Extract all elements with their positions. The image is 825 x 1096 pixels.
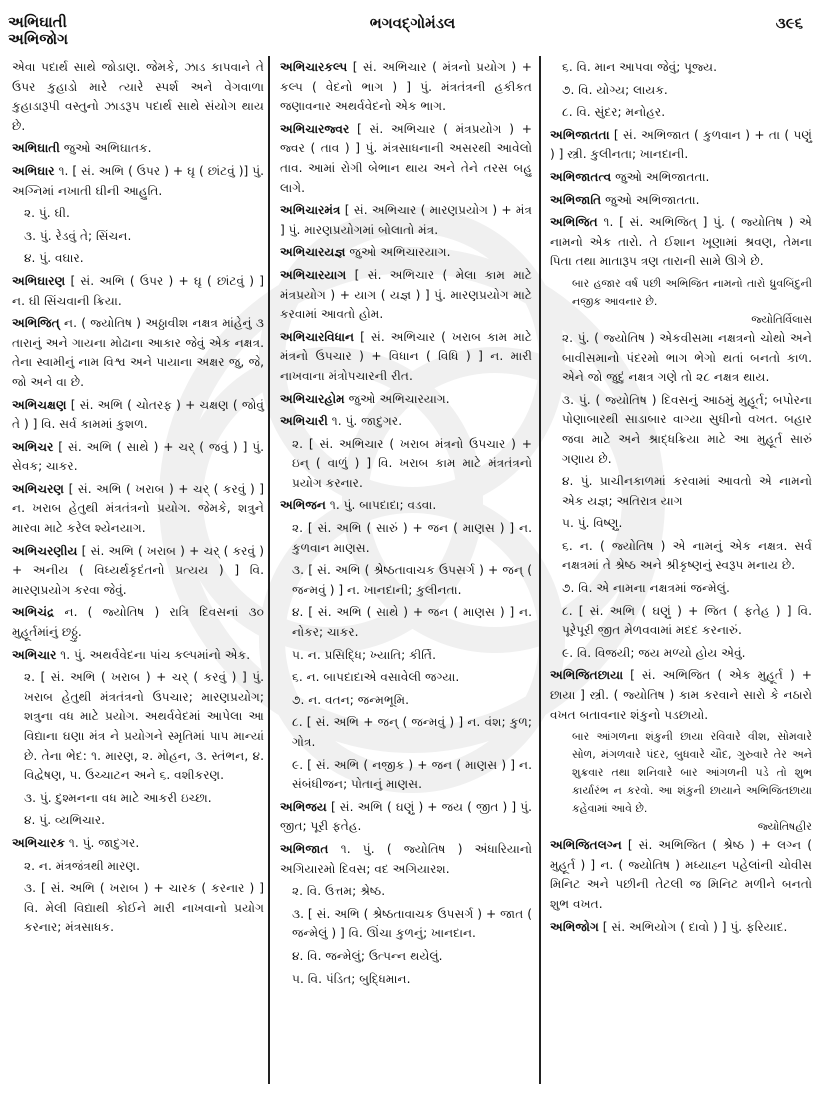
- dictionary-entry: [550, 191, 812, 211]
- dictionary-entry: [280, 328, 532, 387]
- headword: અભિજિતલગ્ન: [550, 838, 622, 853]
- definition: ૧. પું. બાપદાદા; વડવા.: [325, 498, 437, 513]
- sub-definition: ૩. [ સં. અભિ ( શ્રેષ્ઠતાવાચક ઉપસર્ગ ) + જાત ( જન્મેલું ) ] વિ. ઊંચા કુળનું; ખાનદાન.: [292, 906, 532, 941]
- headword: અભિજાત: [280, 841, 329, 856]
- sub-definition: ૨. [ સં. અભિ ( ખરાબ ) + ચર્ ( કરવું ) ] પું. ખરાબ હેતુથી મંત્રતંત્રનો ઉપચાર; મારણપ્રયોગ; શત્રુના વધ માટે પ્રયોગ. અથર્વવેદમાં આપેલા આ વિદ્યાના ઘણા મંત્ર ને પ્રયોગને સ્મૃતિમાં પાપ માન્યાં છે. તેના ભેદ: ૧. મારણ, ૨. મોહન, ૩. સ્તંભન, ૪. વિદ્વેષણ, ૫. ઉચ્ચાટન અને ૬. વશીકરણ.: [24, 670, 264, 783]
- sub-definition: ૨. [ સં. અભિચાર ( ખરાબ મંત્રનો ઉપચાર ) + ઇન્ ( વાળું ) ] વિ. ખરાબ કામ માટે મંત્રતંત્રનો પ્રયોગ કરનાર.: [292, 436, 532, 490]
- sub-definition: ૩. પું. દુશ્મનના વધ માટે આકરી ઇચ્છા.: [24, 790, 212, 805]
- dictionary-entry: [12, 438, 264, 477]
- dictionary-entry: [550, 666, 812, 725]
- dictionary-entry: [280, 120, 532, 198]
- definition: જુઓ અભિજાતતા.: [611, 169, 710, 184]
- sub-definition: ૩. [ સં. અભિ ( ખરાબ ) + ચારક ( કરનાર ) ] વિ. મેલી વિદ્યાથી કોઈને મારી નાખવાનો પ્રયોગ કરનાર; મંત્રસાધક.: [24, 881, 264, 935]
- sub-definition: ૩. [ સં. અભિ ( શ્રેષ્ઠતાવાચક ઉપસર્ગ ) + જન્ ( જન્મવું ) ] ન. ખાનદાની; કુલીનતા.: [292, 563, 532, 597]
- headword: અભિજય: [280, 799, 327, 814]
- dictionary-entry: [280, 798, 532, 837]
- continued-text: એવા પદાર્થ સાથે જોડાણ. જેમકે, ઝાડ કાપવાને તે ઉપર કુહાડો મારે ત્યારે સ્પર્શ અને વેગવાળા કુહાડારૂપી વસ્તુનો ઝાડરૂપ પદાર્થ સાથે સંયોગ થાય છે.: [12, 60, 264, 133]
- headword: અભિજન: [280, 498, 326, 513]
- headword: અભિજાતત્વ: [550, 169, 612, 184]
- definition: ૧. પું. ( જ્યોતિષ ) અંધારિયાનો અગિયારમો દિવસ; વદ અગિયારશ.: [280, 841, 532, 876]
- headword: અભિચારયજ્ઞ: [280, 245, 346, 260]
- headword: અભિચંદ્ર: [12, 605, 55, 620]
- column-divider: [539, 56, 541, 1084]
- definition: [ સં. અભિચાર ( મેલા કામ માટે મંત્રપ્રયોગ ) + યાગ ( યજ્ઞ ) ] પું. મારણપ્રયોગ માટે કરવામાં આવતો હોમ.: [280, 267, 532, 322]
- sub-definition: ૫. પું. વિષ્ણુ.: [562, 516, 623, 531]
- dictionary-entry: [12, 314, 264, 392]
- guide-word-first: અભિઘાતી: [8, 13, 67, 31]
- headword: અભિચરણીય: [12, 543, 78, 558]
- headword: અભિજાતિ: [550, 192, 602, 207]
- headword: અભિઘાતી: [12, 141, 60, 156]
- dictionary-entry: [12, 272, 264, 311]
- sub-definition: ૩. પું. ( જ્યોતિષ ) દિવસનું આઠમું મુહૂર્ત; બપોરના પોણાબારથી સાડાબાર વાગ્યા સુધીનો વખત. બહાર જવા માટે અને શ્રાદ્ધક્રિયા માટે આ મુહૂર્ત સારું ગણાય છે.: [562, 392, 812, 466]
- headword: અભિચારક: [12, 835, 66, 850]
- definition: [ સં. અભિચાર ( ખરાબ કામ માટે મંત્રનો ઉપચાર ) + વિધાન ( વિધિ ) ] ન. મારી નાખવાના મંત્રોપચારની રીત.: [280, 329, 532, 383]
- definition: [ સં. અભિચાર ( મંત્રનો પ્રયોગ ) + કલ્પ ( વેદનો ભાગ ) ] પું. મંત્રતંત્રની હકીકત જણાવનાર અથર્વવેદનો એક ભાગ.: [280, 60, 532, 114]
- headword: અભિચરણ: [12, 481, 65, 496]
- sub-definition: ૬. ન. બાપદાદાએ વસાવેલી જગ્યા.: [292, 670, 460, 685]
- column-3: [550, 58, 812, 940]
- column-1: [12, 58, 264, 941]
- sub-definition: ૭. વિ. એ નામના નક્ષત્રમાં જન્મેલું.: [562, 581, 730, 596]
- sub-definition: ૩. પું. રેડવું તે; સિંચન.: [24, 228, 132, 243]
- headword: અભિચક્ષણ: [12, 397, 67, 412]
- definition: [ સં. અભિયોગ ( દાવો ) ] પું. ફરિયાદ.: [598, 919, 788, 934]
- definition: જુઓ અભિચારયાગ.: [344, 391, 450, 406]
- sub-definition: ૭. વિ. યોગ્ય; લાયક.: [562, 82, 668, 97]
- sub-definition: ૮. વિ. સુંદર; મનોહર.: [562, 105, 666, 120]
- definition: [ સં. અભિ ( ખરાબ ) + ચર્ ( કરવું ) ] ન. ખરાબ હેતુથી મંત્રતંત્રનો પ્રયોગ. જેમકે, શત્રુને મારવા માટે કરેલ શ્યેનયાગ.: [12, 481, 264, 536]
- definition: જુઓ અભિચારયાગ.: [345, 245, 451, 260]
- dictionary-entry: [280, 58, 532, 117]
- dictionary-entry: [12, 162, 264, 201]
- dictionary-entry: [12, 396, 264, 435]
- headword: અભિચારવિધાન: [280, 329, 355, 344]
- headword: અભિચારયાગ: [280, 267, 347, 282]
- headword: અભિચાર: [12, 647, 57, 662]
- dictionary-entry: [280, 496, 532, 516]
- definition: [ સં. અભિજાત ( કુળવાન ) + તા ( પણું ) ] સ્ત્રી. કુલીનતા; ખાનદાની.: [550, 127, 812, 162]
- definition: જુઓ અભિજાતતા.: [601, 192, 700, 207]
- dictionary-entry: [280, 201, 532, 240]
- dictionary-entry: [280, 412, 532, 432]
- dictionary-entry: [12, 646, 264, 666]
- sub-definition: ૫. વિ. પંડિત; બુદ્ધિમાન.: [292, 971, 411, 986]
- sub-definition: ૪. [ સં. અભિ ( સાથે ) + જન ( માણસ ) ] ન. નોકર; ચાકર.: [292, 605, 532, 640]
- dictionary-entry: [12, 834, 264, 854]
- sub-definition: ૨. વિ. ઉત્તમ; શ્રેષ્ઠ.: [292, 884, 386, 899]
- sub-definition: ૬. વિ. માન આપવા જેવું; પૂજ્ય.: [562, 60, 717, 74]
- column-divider: [268, 56, 270, 1084]
- headword: અભિચારજ્વર: [280, 121, 350, 136]
- headword: અભિઘારણ: [12, 273, 66, 288]
- headword: અભિઘાર: [12, 163, 55, 178]
- dictionary-entry: [280, 266, 532, 325]
- sub-definition: ૨. ન. મંત્રજંત્રથી મારણ.: [24, 858, 140, 873]
- sub-definition: ૯. વિ. વિજયી; જય મળ્યો હોય એવું.: [562, 645, 746, 660]
- sub-definition: ૪. પું. વ્યભિચાર.: [24, 813, 106, 828]
- dictionary-entry: [12, 542, 264, 601]
- sub-definition: ૫. ન. પ્રસિદ્ધિ; ખ્યાતિ; કીર્તિ.: [292, 647, 436, 662]
- headword: અભિજોગ: [550, 919, 599, 934]
- definition: ન. ( જ્યોતિષ ) અઠ્ઠાવીશ નક્ષત્ર માંહેનું ૩ તારાનું અને ગાયના મોઢાના આકાર જેવું એક નક્ષત્ર. તેના સ્વામીનું નામ વિશ્વ અને પાયાના અક્ષર જુ, જે, જો અને વા છે.: [12, 316, 264, 389]
- sub-definition: ૯. [ સં. અભિ ( નજીક ) + જન ( માણસ ) ] ન. સંબંધીજન; પોતાનું માણસ.: [292, 757, 532, 792]
- book-title: ભગવદ્ગોમંડલ: [369, 14, 456, 32]
- sub-definition: ૪. પું. પ્રાચીનકાળમાં કરવામાં આવતો એ નામનો એક યજ્ઞ; અતિરાત્ર યાગ: [562, 474, 812, 508]
- definition: ન. ( જ્યોતિષ ) રાત્રિ દિવસનાં ૩૦ મુહૂર્તમાંનું છઠ્ઠું.: [12, 605, 264, 640]
- dictionary-entry: [280, 243, 532, 263]
- headword: અભિચારમંત્ર: [280, 203, 341, 218]
- definition: ૧. પું. જાદુગર.: [327, 414, 403, 429]
- sub-definition: ૮. [ સં. અભિ ( ઘણું ) + જિત ( ફતેહ ) ] વિ. પૂરેપૂરી જીત મેળવવામાં મદદ કરનારું.: [562, 603, 812, 638]
- dictionary-entry: [12, 139, 264, 159]
- definition: [ સં. અભિજિત ( શ્રેષ્ઠ ) + લગ્ન ( મુહૂર્ત ) ] ન. ( જ્યોતિષ ) મધ્યાહ્ન પહેલાંની ચોવીસ મિનિટ અને પછીની તેટલી જ મિનિટ મળીને બનતો શુભ વખત.: [550, 838, 812, 911]
- citation-quote: બાર હજાર વર્ષ પછી અભિજિત નામનો તારો ધ્રુવબિંદુની નજીક આવનાર છે.: [572, 276, 812, 308]
- headword: અભિજિત્: [12, 316, 60, 331]
- dictionary-entry: [280, 840, 532, 879]
- sub-definition: ૪. પું. વઘાર.: [24, 251, 84, 266]
- definition: ૧. પું. જાદુગર.: [65, 835, 140, 850]
- citation-quote: બાર આંગળના શંકુની છાયા રવિવારે વીશ, સોમવારે સોળ, મંગળવારે પંદર, બુધવારે ચૌદ, ગુરુવારે તેર અને શુક્રવાર તથા શનિવારે બાર આંગળની પડે તો શુભ કાર્યારંભ ન કરવો. આ શંકુની છાયાને અભિજિતછાયા કહેવામાં આવે છે.: [572, 730, 812, 816]
- dictionary-entry: [550, 836, 812, 914]
- definition: [ સં. અભિ ( ખરાબ ) + ચર્ ( કરવું ) + અનીય ( વિધ્યર્થકૃદંતનો પ્રત્યય ) ] વિ. મારણપ્રયોગ કરવા જેવું.: [12, 543, 264, 597]
- column-2: [280, 58, 532, 992]
- definition: [ સં. અભિચાર ( મંત્રપ્રયોગ ) + જ્વર ( તાવ ) ] પું. મંત્રસાધનાની અસરથી આવેલો તાવ. આમાં રોગી બેભાન થાય અને તેને તરસ બહુ લાગે.: [280, 121, 532, 195]
- citation-source: જ્યોતિષહીર: [757, 820, 812, 834]
- dictionary-entry: [12, 603, 264, 642]
- definition: ૧. [ સં. અભિ ( ઉપર ) + ઘૃ ( છાંટવું )] પું. અગ્નિમાં નખાતી ઘીની આહુતિ.: [12, 163, 264, 198]
- headword: અભિચારકલ્પ: [280, 60, 348, 74]
- headword: અભિચારહોમ: [280, 391, 345, 406]
- sub-definition: ૨. [ સં. અભિ ( સારું ) + જન ( માણસ ) ] ન. કુળવાન માણસ.: [292, 521, 532, 555]
- definition: [ સં. અભિ ( સાથે ) + ચર્ ( જવું ) ] પું. સેવક; ચાકર.: [12, 439, 264, 474]
- dictionary-entry: [550, 168, 812, 188]
- headword: અભિચારી: [280, 414, 328, 429]
- definition: [ સં. અભિજિત ( એક મુહૂર્ત ) + છાયા ] સ્ત્રી. ( જ્યોતિષ ) કામ કરવાને સારો કે નઠારો વખત બતાવનાર શંકુનો પડછાયો.: [550, 668, 812, 722]
- definition: ૧. પું. અથર્વવેદના પાંચ કલ્પમાંનો એક.: [56, 647, 251, 662]
- definition: [ સં. અભિ ( ઉપર ) + ઘૃ ( છાંટવું ) ] ન. ઘી સિંચવાની ક્રિયા.: [12, 273, 264, 308]
- definition: ૧. [ સં. અભિજિત્ ] પું. ( જ્યોતિષ ) એ નામનો એક તારો. તે ઈશાન ખૂણામાં શ્રવણ, તેમના પિતા તથા માતારૂપ ત્રણ તારાની સામે ઊગે છે.: [550, 215, 812, 269]
- dictionary-entry: [550, 213, 812, 272]
- sub-definition: ૨. પું. ( જ્યોતિષ ) એકવીસમા નક્ષત્રનો ચોથો અને બાવીસમાનો પંદરમો ભાગ ભેગો થતાં બનતો કાળ. એને જો જુદું નક્ષત્ર ગણે તો ૨૮ નક્ષત્ર થાય.: [562, 330, 812, 385]
- headword: અભિજાતતા: [550, 127, 610, 142]
- definition: [ સં. અભિ ( ચોતરફ ) + ચક્ષણ ( જોવું તે ) ] વિ. સર્વ કામમાં કુશળ.: [12, 397, 264, 432]
- sub-definition: ૨. પું. ઘી.: [24, 206, 70, 221]
- citation-source: જ્યોતિર્વિલાસ: [751, 312, 812, 326]
- headword: અભિજિતછાયા: [550, 668, 624, 683]
- headword: અભિજિત: [550, 215, 598, 230]
- definition: [ સં. અભિચાર ( મારણપ્રયોગ ) + મંત્ર ] પું. મારણપ્રયોગમાં બોલાતો મંત્ર.: [280, 203, 532, 237]
- definition: [ સં. અભિ ( ઘણું ) + જય ( જીત ) ] પું. જીત; પૂરી ફતેહ.: [280, 799, 532, 834]
- definition: જુઓ અભિઘાતક.: [59, 141, 152, 156]
- dictionary-entry: [550, 918, 812, 938]
- sub-definition: ૮. [ સં. અભિ + જન્ ( જન્મવું ) ] ન. વંશ; કુળ; ગોત્ર.: [292, 715, 532, 749]
- dictionary-entry: [280, 390, 532, 410]
- guide-word-last: અભિજોગ: [8, 30, 69, 48]
- sub-definition: ૪. વિ. જન્મેલું; ઉત્પન્ન થયેલું.: [292, 948, 443, 963]
- sub-definition: ૭. ન. વતન; જન્મભૂમિ.: [292, 692, 410, 707]
- dictionary-entry: [550, 126, 812, 165]
- dictionary-entry: [12, 480, 264, 539]
- page-number: ૩૯૬: [775, 14, 803, 32]
- sub-definition: ૬. ન. ( જ્યોતિષ ) એ નામનું એક નક્ષત્ર. સર્વ નક્ષત્રમાં તે શ્રેષ્ઠ અને શ્રીકૃષ્ણનું સ્વરૂપ મનાય છે.: [562, 538, 812, 573]
- headword: અભિચર: [12, 439, 54, 454]
